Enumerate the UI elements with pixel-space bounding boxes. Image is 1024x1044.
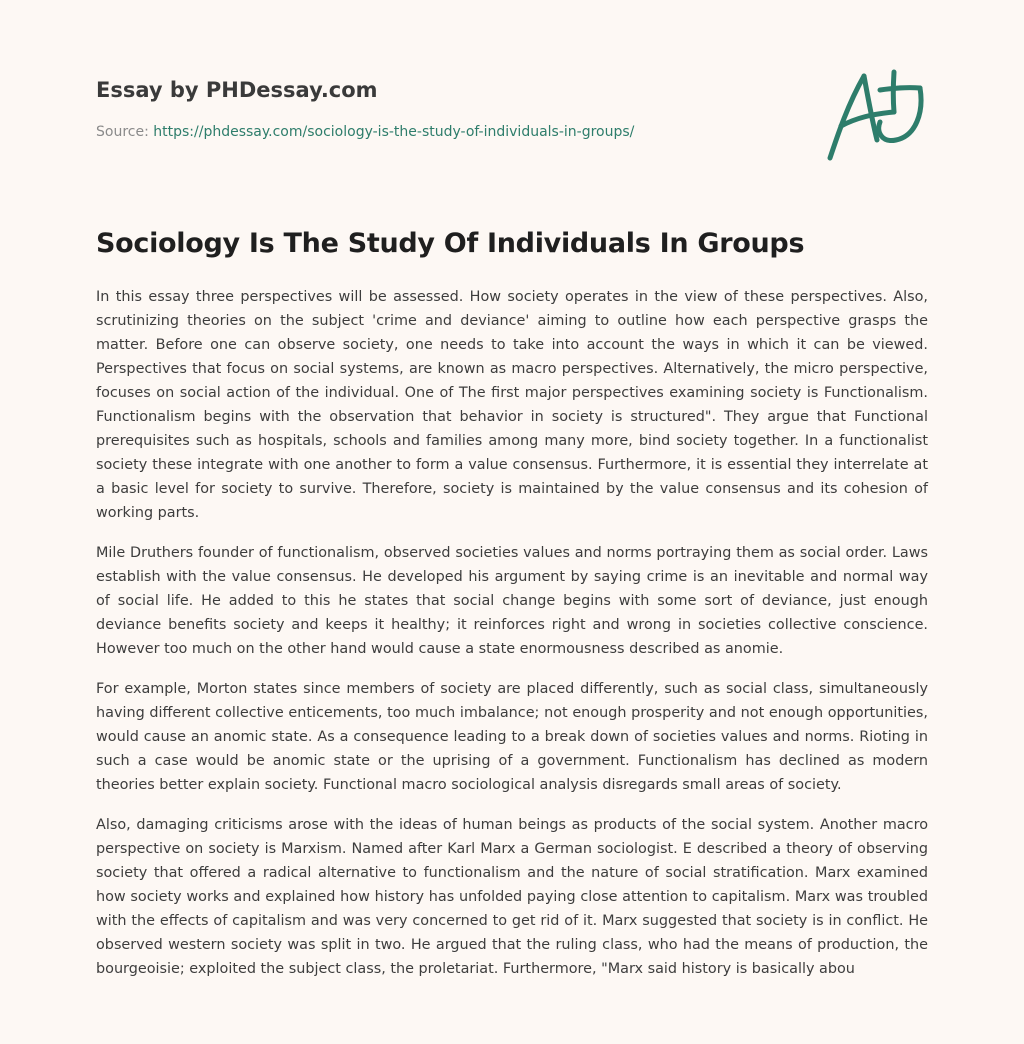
paragraph: For example, Morton states since members of society are placed differently, such as social class, simultaneously having different collective enticements, too much imbalance; not enough prosperity and not enough opportunities, would cause an anomic state. As a consequence leading to a break down of societies values and norms. Rioting in such a case would be anomic state or the uprising of a government. Functionalism has declined as modern theories better explain society. Functional macro sociological analysis disregards small areas of society. [96, 681, 928, 793]
source-line [96, 122, 796, 142]
article-title: Sociology Is The Study Of Individuals In Groups [96, 228, 805, 259]
paragraph: Mile Druthers founder of functionalism, observed societies values and norms portraying them as social order. Laws establish with the value consensus. He developed his argument by saying crime is an inevitable and normal way of social life. He added to this he states that social change begins with some sort of deviance, just enough deviance benefits society and keeps it healthy; it reinforces right and wrong in societies collective conscience. However too much on the other hand would cause a state enormousness described as anomie. [96, 545, 928, 657]
article-body [96, 285, 928, 997]
paragraph: In this essay three perspectives will be assessed. How society operates in the view of these perspectives. Also, scrutinizing theories on the subject 'crime and deviance' aiming to outline how each perspective grasps the matter. Before one can observe society, one needs to take into account the ways in which it can be viewed. Perspectives that focus on social systems, are known as macro perspectives. Alternatively, the micro perspective, focuses on social action of the individual. One of The first major perspectives examining society is Functionalism. Functionalism begins with the observation that behavior in society is structured". They argue that Functional prerequisites such as hospitals, schools and families among many more, bind society together. In a functionalist society these integrate with one another to form a value consensus. Furthermore, it is essential they interrelate at a basic level for society to survive. Therefore, society is maintained by the value consensus and its cohesion of working parts. [96, 289, 928, 521]
document-header [96, 76, 796, 142]
brand-title: Essay by PHDessay.com [96, 78, 378, 102]
source-link[interactable]: https://phdessay.com/sociology-is-the-study-of-individuals-in-groups/ [153, 124, 635, 140]
source-label: Source: [96, 124, 149, 140]
paragraph: Also, damaging criticisms arose with the ideas of human beings as products of the social system. Another macro perspective on society is Marxism. Named after Karl Marx a German sociologist. E described a theory of observing society that offered a radical alternative to functionalism and the nature of social stratification. Marx examined how society works and explained how history has unfolded paying close attention to capitalism. Marx was troubled with the effects of capitalism and was very concerned to get rid of it. Marx suggested that society is in conflict. He observed western society was split in two. He argued that the ruling class, who had the means of production, the bourgeoisie; exploited the subject class, the proletariat. Furthermore, "Marx said history is basically abou [96, 817, 928, 977]
a-plus-grade-icon [822, 68, 926, 164]
